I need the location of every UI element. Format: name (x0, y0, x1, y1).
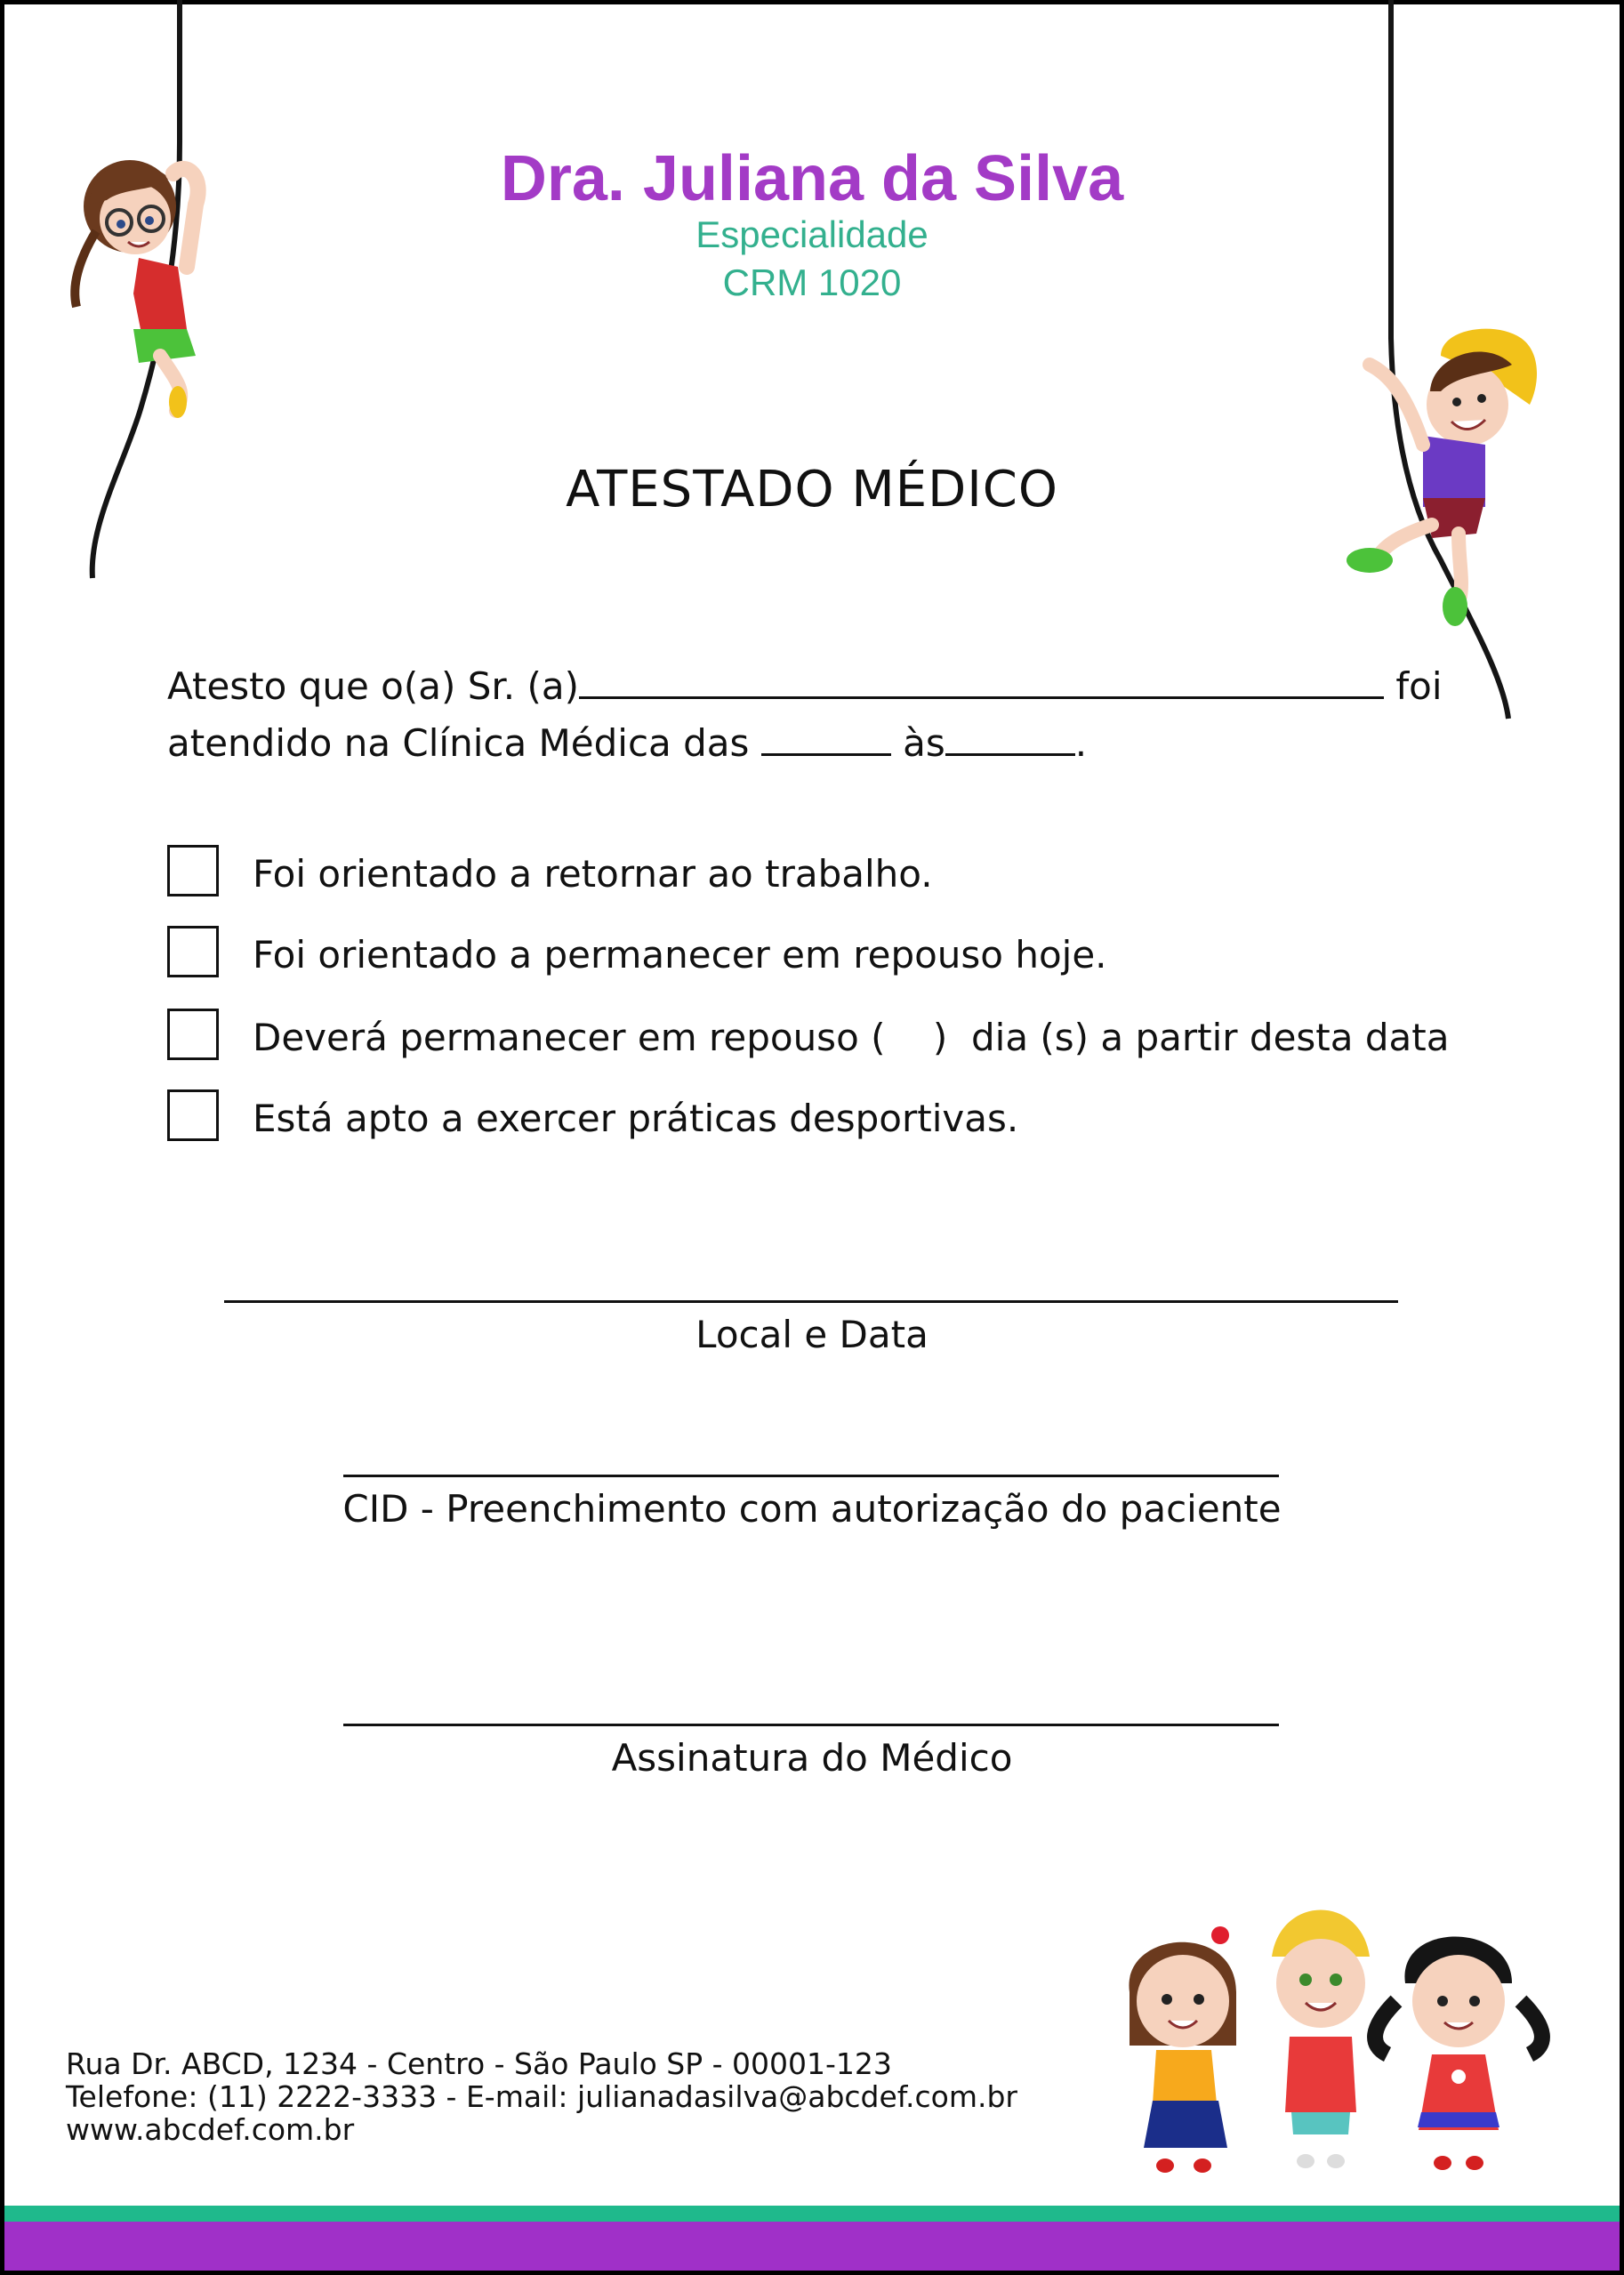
doctor-name: Dra. Juliana da Silva (500, 143, 1124, 214)
patient-name-blank[interactable] (579, 659, 1384, 699)
footer-band-green (4, 2206, 1620, 2222)
footer-contact (66, 2047, 1017, 2146)
option-label: Deverá permanecer em repouso ( ) dia (s) a partir desta data (253, 1016, 1450, 1059)
option-label: Está apto a exercer práticas desportivas. (253, 1097, 1019, 1140)
document-title: ATESTADO MÉDICO (566, 461, 1058, 519)
local-data-label: Local e Data (695, 1313, 929, 1356)
footer-phone-email: Telefone: (11) 2222-3333 - E-mail: julianadasilva@abcdef.com.br (66, 2079, 1018, 2114)
option-rest-days (167, 1009, 1501, 1065)
checkbox[interactable] (167, 1089, 219, 1141)
checkbox[interactable] (167, 926, 219, 977)
footer-website[interactable]: www.abcdef.com.br (66, 2112, 355, 2147)
checkbox[interactable] (167, 845, 219, 896)
signature-line[interactable] (343, 1724, 1279, 1726)
footer-address: Rua Dr. ABCD, 1234 - Centro - São Paulo SP - 00001-123 (66, 2046, 892, 2081)
statement-text: atendido na Clínica Médica das (167, 721, 761, 765)
option-sports-fit (167, 1089, 1501, 1146)
doctor-specialty: Especialidade (695, 213, 929, 255)
boy-climbing-rope-illustration (1307, 0, 1574, 729)
checkbox[interactable] (167, 1009, 219, 1060)
option-return-work (167, 845, 1501, 902)
three-kids-illustration (1103, 1894, 1574, 2188)
start-time-blank[interactable] (761, 716, 891, 756)
end-time-blank[interactable] (945, 716, 1075, 756)
option-label: Foi orientado a permanecer em repouso hoje. (253, 933, 1107, 977)
statement-text: Atesto que o(a) Sr. (a) (167, 664, 580, 708)
doctor-crm: CRM 1020 (722, 261, 902, 303)
signature-label: Assinatura do Médico (611, 1736, 1013, 1780)
statement-text: foi (1384, 664, 1443, 708)
statement-text: . (1074, 721, 1088, 765)
statement-text: às (890, 721, 945, 765)
option-label: Foi orientado a retornar ao trabalho. (253, 852, 933, 896)
cid-line[interactable] (343, 1475, 1279, 1477)
cid-label: CID - Preenchimento com autorização do paciente (342, 1487, 1282, 1531)
footer-band-purple (4, 2222, 1620, 2271)
local-data-line[interactable] (224, 1300, 1398, 1303)
statement-paragraph (167, 658, 1466, 772)
option-rest-today (167, 926, 1501, 983)
